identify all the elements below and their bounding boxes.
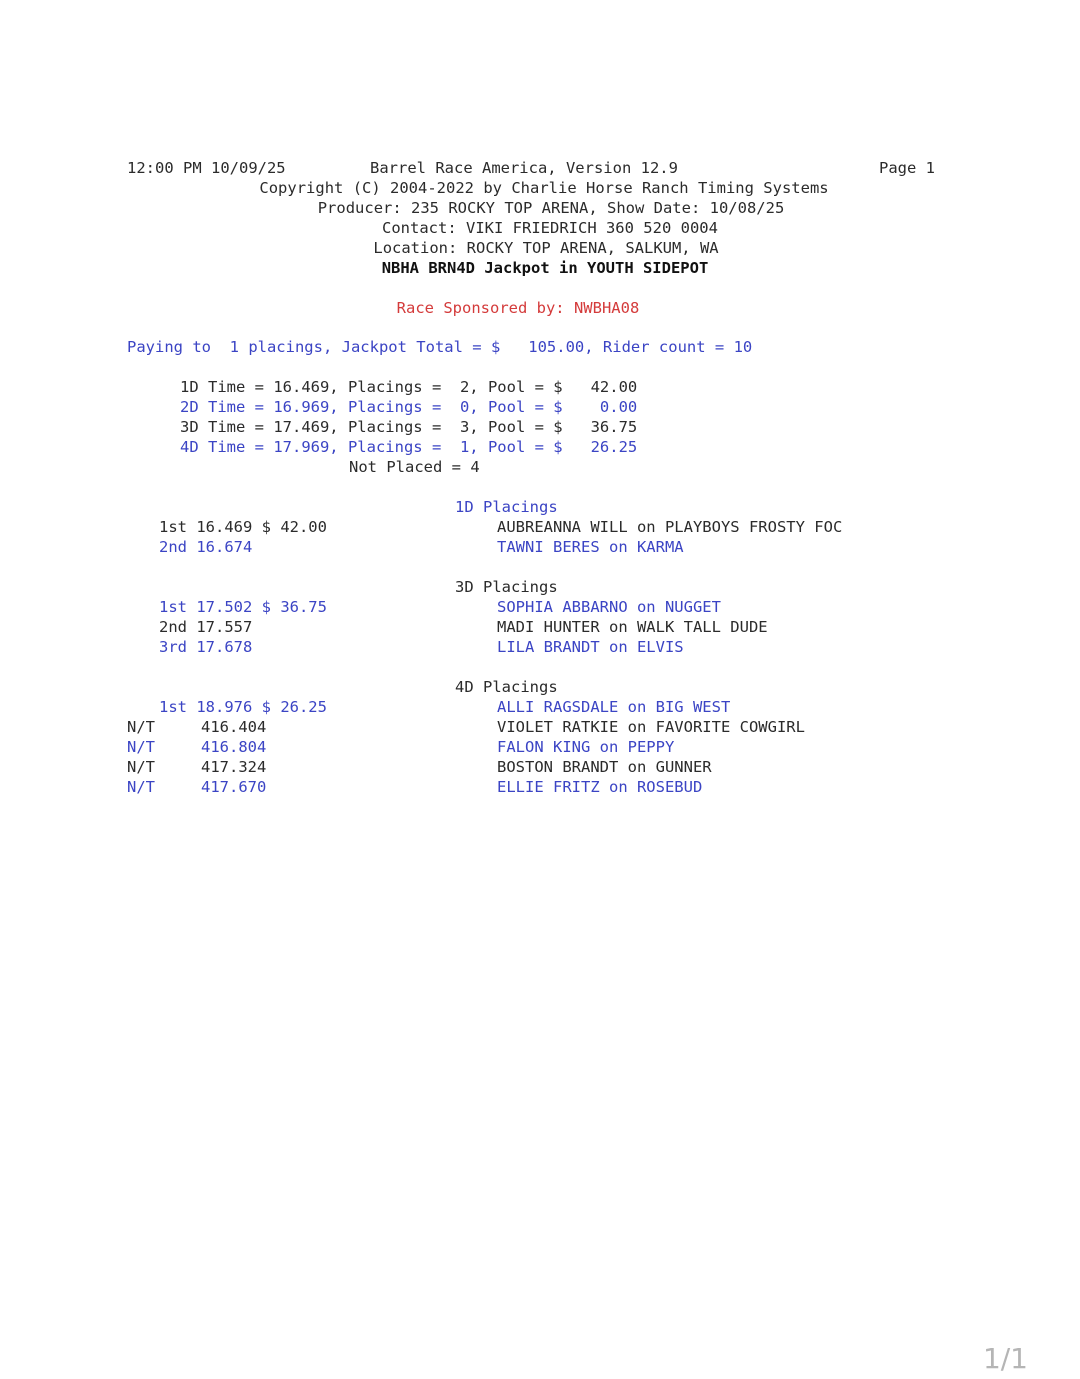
division-summary-2d: 2D Time = 16.969, Placings = 0, Pool = $ 0.00	[180, 398, 638, 416]
page-counter: 1/1	[982, 1342, 1028, 1375]
no-time-code: N/T	[127, 738, 155, 756]
producer-line: Producer: 235 ROCKY TOP ARENA, Show Date: 10/08/25	[317, 199, 785, 217]
page-label: Page 1	[879, 159, 935, 177]
no-time-rider: ELLIE FRITZ on ROSEBUD	[497, 778, 703, 796]
copyright-line: Copyright (C) 2004-2022 by Charlie Horse Ranch Timing Systems	[259, 179, 829, 197]
placing-rider: SOPHIA ABBARNO on NUGGET	[497, 598, 721, 616]
no-time-value: 417.324	[201, 758, 267, 776]
placing-time: 1st 17.502 $ 36.75	[159, 598, 327, 616]
placings-heading-1d: 1D Placings	[455, 498, 558, 516]
placing-time: 2nd 16.674	[159, 538, 253, 556]
no-time-code: N/T	[127, 758, 155, 776]
placing-time: 2nd 17.557	[159, 618, 253, 636]
placing-time: 1st 16.469 $ 42.00	[159, 518, 327, 536]
placing-rider: TAWNI BERES on KARMA	[497, 538, 684, 556]
not-placed-count: Not Placed = 4	[349, 458, 480, 476]
paying-summary: Paying to 1 placings, Jackpot Total = $ 105.00, Rider count = 10	[127, 338, 753, 356]
placing-rider: AUBREANNA WILL on PLAYBOYS FROSTY FOC	[497, 518, 843, 536]
contact-line: Contact: VIKI FRIEDRICH 360 520 0004	[382, 219, 718, 237]
no-time-rider: FALON KING on PEPPY	[497, 738, 675, 756]
event-title: NBHA BRN4D Jackpot in YOUTH SIDEPOT	[381, 259, 709, 277]
app-version: Barrel Race America, Version 12.9	[370, 159, 678, 177]
placings-heading-4d: 4D Placings	[455, 678, 558, 696]
placing-rider: ALLI RAGSDALE on BIG WEST	[497, 698, 731, 716]
placings-heading-3d: 3D Placings	[455, 578, 558, 596]
division-summary-1d: 1D Time = 16.469, Placings = 2, Pool = $ 42.00	[180, 378, 638, 396]
no-time-code: N/T	[127, 778, 155, 796]
print-datetime: 12:00 PM 10/09/25	[127, 159, 286, 177]
placing-time: 1st 18.976 $ 26.25	[159, 698, 327, 716]
division-summary-3d: 3D Time = 17.469, Placings = 3, Pool = $ 36.75	[180, 418, 638, 436]
no-time-value: 416.804	[201, 738, 267, 756]
no-time-value: 417.670	[201, 778, 267, 796]
placing-rider: LILA BRANDT on ELVIS	[497, 638, 684, 656]
sponsor-line: Race Sponsored by: NWBHA08	[396, 299, 640, 317]
no-time-code: N/T	[127, 718, 155, 736]
no-time-value: 416.404	[201, 718, 267, 736]
placing-time: 3rd 17.678	[159, 638, 253, 656]
division-summary-4d: 4D Time = 17.969, Placings = 1, Pool = $ 26.25	[180, 438, 638, 456]
no-time-rider: VIOLET RATKIE on FAVORITE COWGIRL	[497, 718, 805, 736]
no-time-rider: BOSTON BRANDT on GUNNER	[497, 758, 712, 776]
location-line: Location: ROCKY TOP ARENA, SALKUM, WA	[373, 239, 719, 257]
placing-rider: MADI HUNTER on WALK TALL DUDE	[497, 618, 768, 636]
